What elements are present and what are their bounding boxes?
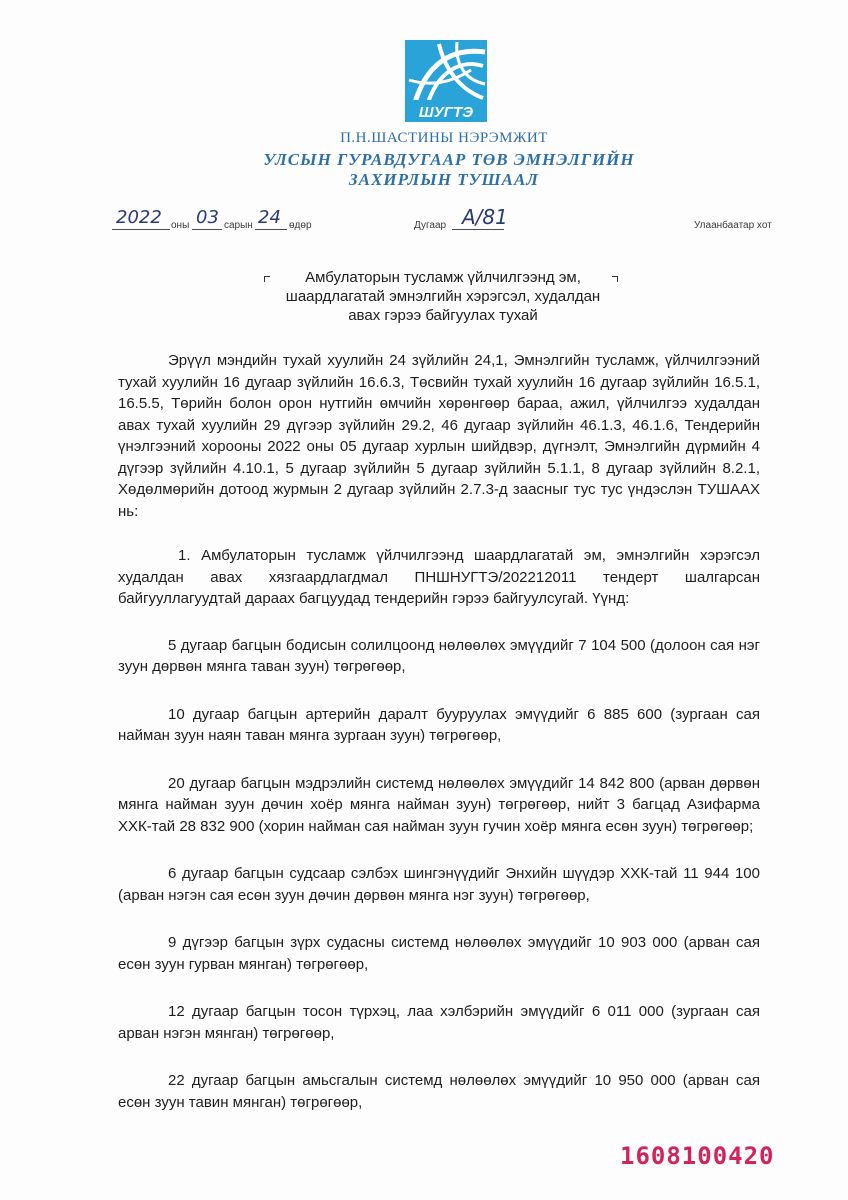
hospital-logo-icon — [405, 40, 487, 122]
handwritten-year: 2022 — [116, 207, 162, 228]
order-body — [118, 350, 760, 1139]
header-line-1: П.Н.ШАСТИНЫ НЭРЭМЖИТ — [340, 130, 548, 146]
list-item: 5 дугаар багцын бодисын солилцоонд нөлөөлөх эмүүдийг 7 104 500 (долоон сая нэг зуун дөрвөн мянга таван зуун) төгрөгөөр, — [118, 636, 760, 675]
day-label: өдөр — [289, 220, 312, 231]
subject-line-2: шаардлагатай эмнэлгийн хэрэгсэл, худалдан — [285, 288, 601, 305]
subject-line-3: авах гэрээ байгуулах тухай — [348, 307, 538, 324]
handwritten-number: А/81 — [462, 205, 508, 229]
handwritten-month: 03 — [196, 207, 219, 228]
header-line-2: УЛСЫН ГУРАВДУГААР ТӨВ ЭМНЭЛГИЙН — [263, 150, 635, 169]
list-item: 22 дугаар багцын амьсгалын системд нөлөөлөх эмүүдийг 10 950 000 (арван сая есөн зуун тавин мянган) төгрөгөөр, — [118, 1072, 760, 1111]
date-line — [0, 205, 848, 235]
number-label: Дугаар — [414, 220, 447, 231]
list-item: 6 дугаар багцын судсаар сэлбэх шингэнүүдийг Энхийн шүүдэр ХХК-тай 11 944 100 (арван нэгэн сая есөн зуун дөчин дөрвөн мянга нэг зуун) төгрөгөөр, — [118, 865, 760, 904]
list-item: 12 дугаар багцын тосон түрхэц, лаа хэлбэрийн эмүүдийг 6 011 000 (зургаан сая арван нэгэн мянган) төгрөгөөр, — [118, 1003, 760, 1042]
handwritten-day: 24 — [258, 207, 281, 228]
year-label: оны — [171, 220, 190, 231]
month-label: сарын — [224, 220, 253, 231]
header-line-3: ЗАХИРЛЫН ТУШААЛ — [349, 170, 539, 189]
decision-1-paragraph: 1. Амбулаторын тусламж үйлчилгээнд шаардлагатай эм, эмнэлгийн хэрэгсэл худалдан авах хязгаардлагдмал ПНШНУГТЭ/202212011 тендерт шалгарсан байгууллагуудтай дараах багцуудад тендерийн гэрээ байгуулсугай. Үүнд: — [118, 547, 760, 607]
list-item: 10 дугаар багцын артерийн даралт бууруулах эмүүдийг 6 885 600 (зургаан сая найман зуун наян таван мянга зургаан зуун) төгрөгөөр, — [118, 705, 760, 744]
order-subject — [262, 268, 624, 325]
subject-line-1: Амбулаторын тусламж үйлчилгээнд эм, — [305, 269, 581, 286]
preamble-paragraph: Эрүүл мэндийн тухай хуулийн 24 зүйлийн 24,1, Эмнэлгийн тусламж, үйлчилгээний тухай хуулийн 16 дугаар зүйлийн 16.6.3, Төсвийн тухай хуулийн 16 дугаар зүйлийн 16.5.1, 16.5.5, Төрийн болон орон нутгийн өмчийн хөрөнгөөр бараа, ажил, үйлчилгээ худалдан авах тухай хуулийн 29 дүгээр зүйлийн 29.2, 46 дугаар зүйлийн 46.1.3, 46.1.6, Тендерийн үнэлгээний хорооны 2022 оны 05 дугаар хурлын шийдвэр, дүгнэлт, Эмнэлгийн дүрмийн 4 дүгээр зүйлийн 4.10.1, 5 дугаар зүйлийн 5 дугаар зүйлийн 5.1.1, 8 дугаар зүйлийн 8.2.1, Хөдөлмөрийн дотоод журмын 2 дугаар зүйлийн 2.7.3-д заасныг тус тус үндэслэн ТУШААХ нь: — [118, 352, 760, 520]
stamp-serial-number: 1608100420 — [620, 1142, 775, 1170]
logo-text: ШУГТЭ — [418, 104, 474, 121]
list-item: 20 дугаар багцын мэдрэлийн системд нөлөөлөх эмүүдийг 14 842 800 (арван дөрвөн мянга найман зуун дөчин хоёр мянга найман зуун) төгрөгөөр, нийт 3 багцад Азифарма ХХК-тай 28 832 900 (хорин найман сая найман зуун гучин хоёр мянга есөн зуун) төгрөгөөр; — [118, 774, 760, 835]
list-item: 9 дүгээр багцын зүрх судасны системд нөлөөлөх эмүүдийг 10 903 000 (арван сая есөн зуун гурван мянган) төгрөгөөр, — [118, 934, 760, 973]
city-label: Улаанбаатар хот — [694, 220, 772, 231]
